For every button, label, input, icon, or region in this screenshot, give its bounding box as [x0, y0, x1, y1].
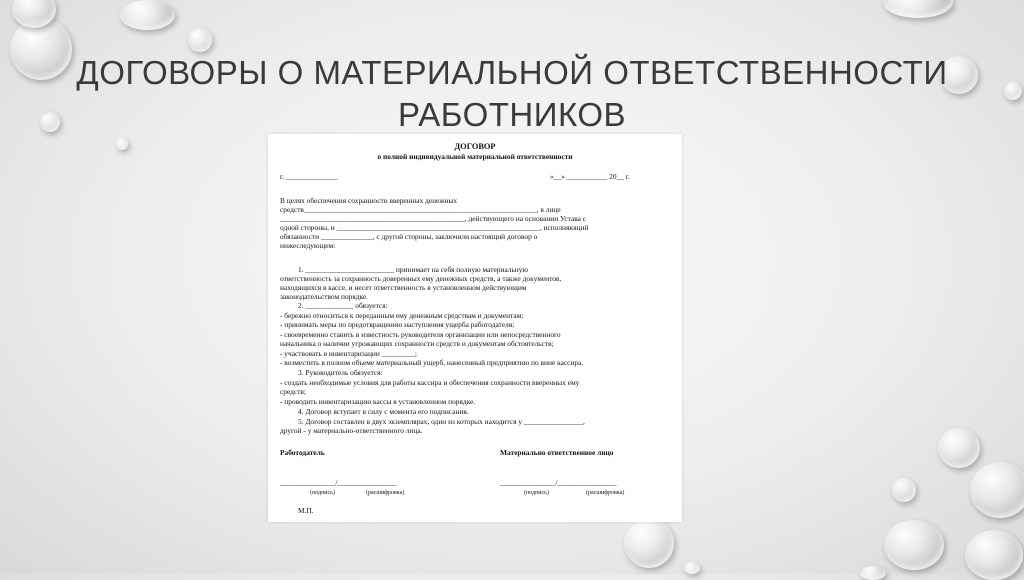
- document-line: - проводить инвентаризацию кассы в установленном порядке.: [280, 397, 476, 406]
- document-date: «__» ___________ 20__ г.: [550, 172, 630, 181]
- document-line: средств;: [280, 387, 306, 396]
- slide-title-line-2: РАБОТНИКОВ: [397, 96, 626, 133]
- document-line: 3. Руководитель обязуется:: [298, 368, 383, 377]
- water-drop-decoration: [970, 462, 1024, 518]
- document-line: обязанности ______________, с другой стороны, заключили настоящий договор о: [280, 232, 538, 241]
- water-drop-decoration: [116, 138, 128, 150]
- slide-title-line-1: ДОГОВОРЫ О МАТЕРИАЛЬНОЙ ОТВЕТСТВЕННОСТИ: [76, 54, 948, 91]
- document-line: - принимать меры по предотвращению наступления ущерба работодателя;: [280, 320, 515, 329]
- document-line: средств_______________________________________________________________, в лице: [280, 205, 561, 214]
- document-line: другой - у материально-ответственного лица.: [280, 426, 423, 435]
- signature-caption: (подпись): [310, 490, 335, 496]
- water-drop-decoration: [965, 530, 1023, 580]
- water-drop-decoration: [884, 520, 944, 570]
- document-line: __________________________________________________, действующего на основании Устава с: [280, 214, 587, 223]
- document-line: 5. Договор составлен в двух экземплярах, один из которых находится у ________________,: [298, 417, 585, 426]
- document-line: 4. Договор вступает в силу с момента его подписания.: [298, 407, 469, 416]
- document-line: нижеследующем:: [280, 241, 336, 250]
- document-line: законодательством порядке.: [280, 292, 369, 301]
- water-drop-decoration: [120, 0, 175, 30]
- employer-signature-line: _______________/________________: [280, 478, 397, 487]
- water-drop-decoration: [938, 428, 980, 468]
- decoding-caption: (расшифровка): [586, 490, 625, 496]
- contract-document-image: [268, 134, 682, 522]
- water-drop-decoration: [188, 28, 212, 52]
- document-line: - участвовать в инвентаризации _________;: [280, 349, 417, 358]
- water-drop-decoration: [892, 478, 916, 502]
- slide-title: [0, 52, 1024, 136]
- water-drop-decoration: [883, 0, 953, 18]
- document-line: начальника о наличии угрожающих сохранности средств и документам обстоятельств;: [280, 339, 554, 348]
- document-line: - возместить в полном объеме материальный ущерб, нанесенный предприятию по вине кассира.: [280, 358, 584, 367]
- document-subheading: о полной индивидуальной материальной ответственности: [377, 152, 573, 161]
- water-drop-decoration: [684, 562, 700, 574]
- water-drop-decoration: [860, 566, 886, 580]
- document-place: г. ______________: [280, 172, 338, 181]
- document-line: одной стороны, и _______________________________________________________, исполняющий: [280, 223, 589, 232]
- signature-caption: (подпись): [524, 490, 549, 496]
- document-line: находящихся в кассе, и несет ответственность в установленном действующим: [280, 283, 527, 292]
- document-heading: ДОГОВОР: [454, 142, 496, 151]
- decoding-caption: (расшифровка): [366, 490, 405, 496]
- responsible-signature-line: _______________/________________: [500, 478, 617, 487]
- responsible-person-label: Материально ответственное лицо: [500, 448, 614, 457]
- document-line: ответственность за сохранность доверенных ему денежных средств, а также документов,: [280, 274, 562, 283]
- document-line: 1. ________________________ принимает на себя полную материальную: [298, 265, 528, 274]
- stamp-placeholder: М.П.: [298, 506, 314, 515]
- document-line: - бережно относиться к переданным ему денежным средствам и документам;: [280, 311, 524, 320]
- document-line: В целях обеспечения сохранности вверенных денежных: [280, 196, 458, 205]
- employer-label: Работодатель: [280, 448, 325, 457]
- water-drop-decoration: [624, 518, 674, 568]
- document-line: - создать необходимые условия для работы кассира и обеспечения сохранности вверенных ему: [280, 378, 580, 387]
- document-line: - своевременно ставить в известность руководителя организации или непосредственного: [280, 330, 561, 339]
- document-line: 2. _____________ обязуется:: [298, 301, 388, 310]
